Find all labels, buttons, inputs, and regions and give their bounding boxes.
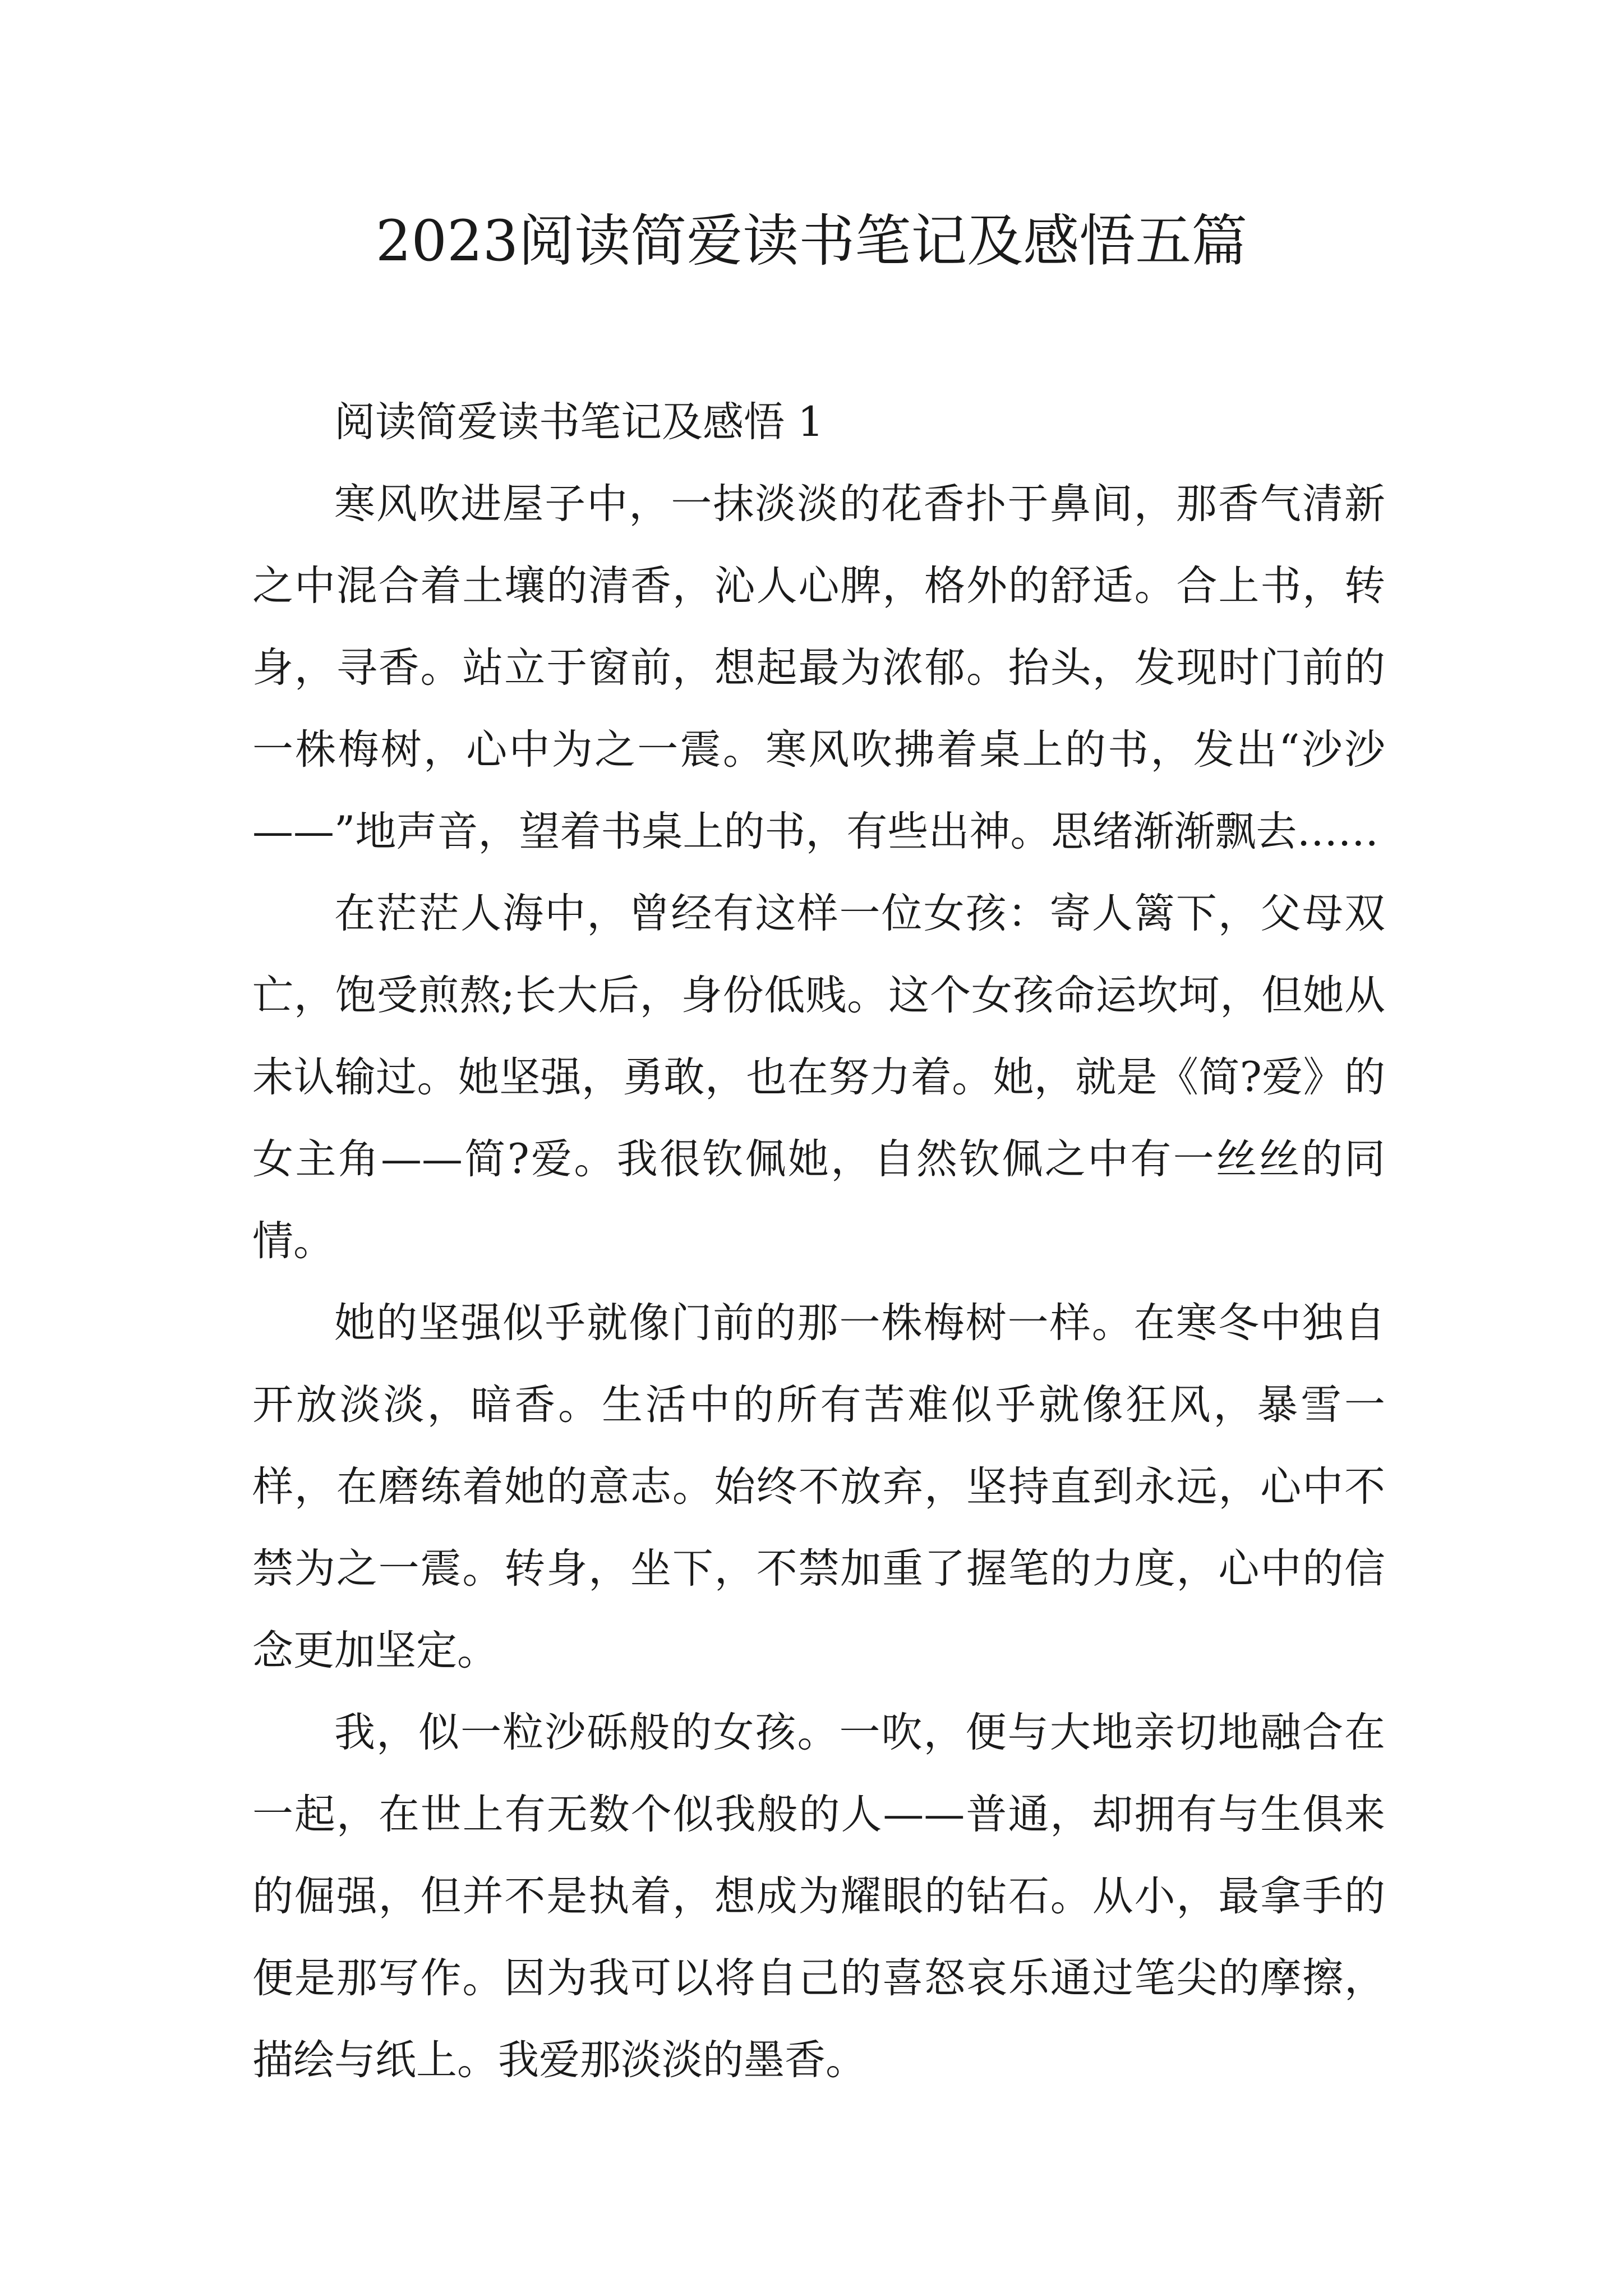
paragraph-2: 在茫茫人海中，曾经有这样一位女孩：寄人篱下，父母双亡，饱受煎熬;长大后，身份低贱。这个女孩命运坎坷，但她从未认输过。她坚强，勇敢，也在努力着。她，就是《简?爱》的女主角——简?爱。我很钦佩她，自然钦佩之中有一丝丝的同情。 bbox=[252, 890, 1385, 1265]
document-body bbox=[252, 381, 1385, 2101]
document-title: 2023阅读简爱读书笔记及感悟五篇 bbox=[375, 208, 1248, 274]
paragraph-4: 我，似一粒沙砾般的女孩。一吹，便与大地亲切地融合在一起，在世上有无数个似我般的人——普通，却拥有与生俱来的倔强，但并不是执着，想成为耀眼的钻石。从小，最拿手的便是那写作。因为我可以将自己的喜怒哀乐通过笔尖的摩擦，描绘与纸上。我爱那淡淡的墨香。 bbox=[252, 1709, 1385, 2084]
paragraph-1: 寒风吹进屋子中，一抹淡淡的花香扑于鼻间，那香气清新之中混合着土壤的清香，沁人心脾，格外的舒适。合上书，转身，寻香。站立于窗前，想起最为浓郁。抬头，发现时门前的一株梅树，心中为之一震。寒风吹拂着桌上的书，发出“沙沙——”地声音，望着书桌上的书，有些出神。思绪渐渐飘去…… bbox=[252, 480, 1385, 855]
paragraph-3: 她的坚强似乎就像门前的那一株梅树一样。在寒冬中独自开放淡淡，暗香。生活中的所有苦难似乎就像狂风，暴雪一样，在磨练着她的意志。始终不放弃，坚持直到永远，心中不禁为之一震。转身，坐下，不禁加重了握笔的力度，心中的信念更加坚定。 bbox=[252, 1299, 1385, 1674]
section-heading: 阅读简爱读书笔记及感悟 1 bbox=[334, 398, 824, 446]
